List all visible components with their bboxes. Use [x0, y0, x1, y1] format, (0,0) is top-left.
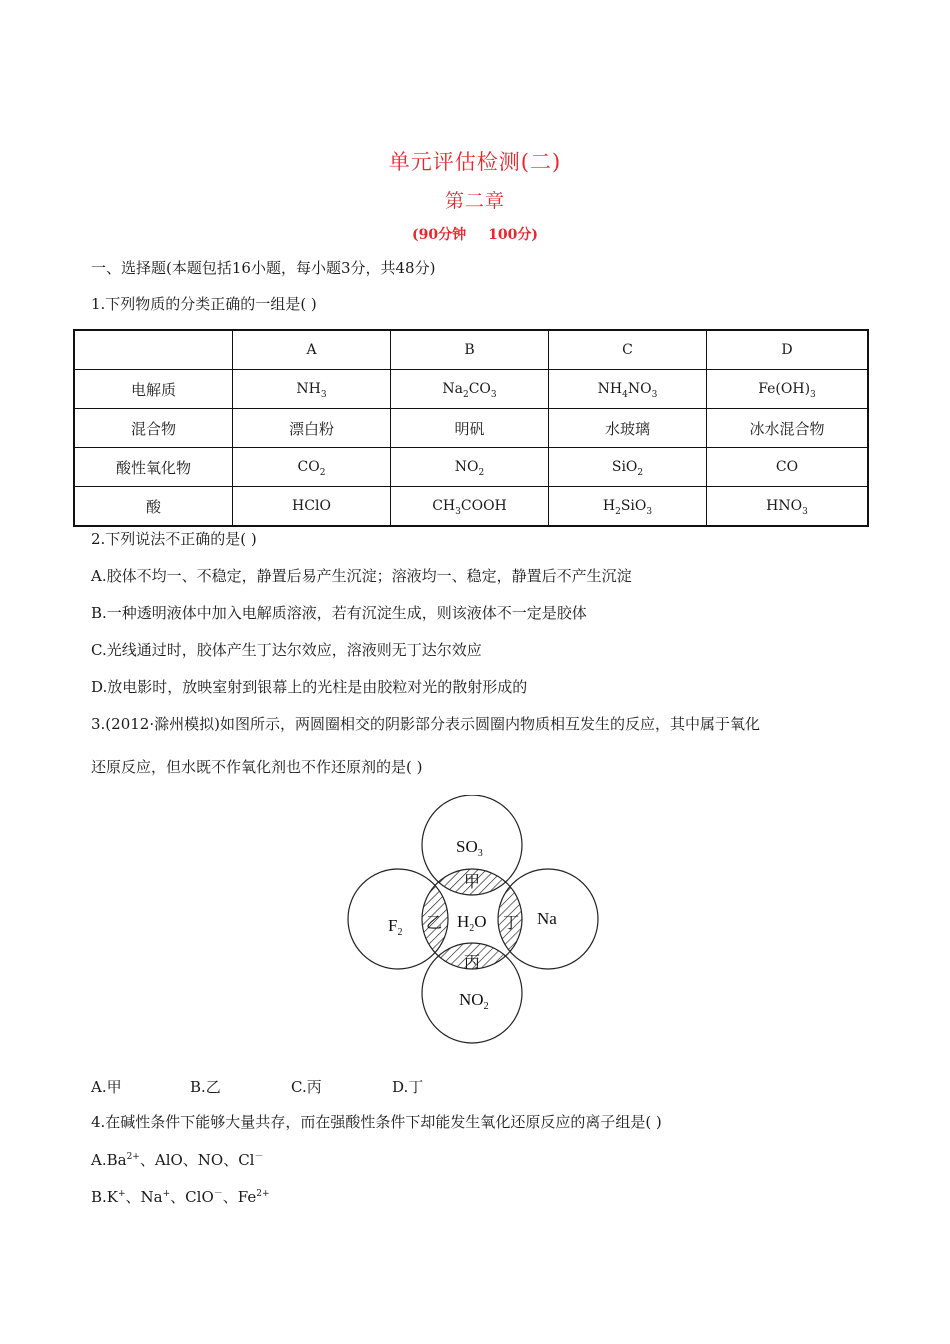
table-cell: $H_2SiO_3$ [549, 487, 707, 527]
table-cell: CO [707, 448, 869, 487]
col-header-b: B [391, 330, 549, 370]
table-corner-cell [74, 330, 233, 370]
table-cell: $NH_3$ [233, 370, 391, 409]
row-label-acid: 酸 [74, 487, 233, 527]
table-row [74, 487, 868, 527]
label-na: Na [537, 909, 557, 928]
row-label-mixture: 混合物 [74, 409, 233, 448]
table-row [74, 370, 868, 409]
row-label-electrolyte: 电解质 [74, 370, 233, 409]
table-header-row [74, 330, 868, 370]
exam-score: 100分) [488, 227, 538, 243]
page-title: 单元评估检测(二) [388, 150, 562, 174]
label-ding: 丁 [503, 913, 520, 932]
table-cell: $HNO_3$ [707, 487, 869, 527]
section-heading: 一、选择题(本题包括16小题，每小题3分，共48分) [91, 259, 436, 277]
q3-option-d: D.丁 [392, 1078, 424, 1096]
table-cell: HClO [233, 487, 391, 527]
table-row [74, 448, 868, 487]
table-cell: 明矾 [391, 409, 549, 448]
exam-info [0, 224, 950, 244]
venn-diagram [340, 795, 610, 1055]
label-so3: $SO_3$ [456, 837, 483, 859]
q4-option-a: $A.Ba^{2+}$、AlO、NO、Cl－ [91, 1151, 264, 1169]
table-cell: $NO_2$ [391, 448, 549, 487]
question-3-stem-line2: 还原反应，但水既不作氧化剂也不作还原剂的是( ) [91, 758, 423, 776]
exam-time: (90分钟 [412, 227, 467, 243]
table-cell: 水玻璃 [549, 409, 707, 448]
col-header-c: C [549, 330, 707, 370]
table-cell: $Na_2CO_3$ [391, 370, 549, 409]
chapter-title: 第二章 [444, 190, 505, 212]
label-bing: 丙 [464, 952, 481, 971]
question-1-stem: 1.下列物质的分类正确的一组是( ) [91, 295, 317, 313]
table-cell: 冰水混合物 [707, 409, 869, 448]
row-label-acidic-oxide: 酸性氧化物 [74, 448, 233, 487]
label-f2: $F_2$ [388, 916, 403, 938]
col-header-d: D [707, 330, 869, 370]
q3-option-b: B.乙 [190, 1078, 221, 1096]
q3-option-c: C.丙 [291, 1078, 322, 1096]
table-cell: $CO_2$ [233, 448, 391, 487]
q3-option-a: A.甲 [91, 1078, 122, 1096]
table-cell: SiO$_2$ [549, 448, 707, 487]
label-yi: 乙 [426, 913, 443, 932]
label-h2o: $H_2O$ [457, 912, 487, 934]
q4-option-b: B.K+、Na+、ClO－、$Fe^{2+}$ [91, 1188, 270, 1206]
table-row [74, 409, 868, 448]
q2-option-d: D.放电影时，放映室射到银幕上的光柱是由胶粒对光的散射形成的 [91, 678, 528, 696]
label-no2: $NO_2$ [459, 990, 489, 1012]
q2-option-b: B.一种透明液体中加入电解质溶液，若有沉淀生成，则该液体不一定是胶体 [91, 604, 587, 622]
question-3-stem-line1: 3.(2012·滁州模拟)如图所示，两圆圈相交的阴影部分表示圆圈内物质相互发生的反应，其中属于氧化 [91, 715, 760, 733]
question-4-stem: 4.在碱性条件下能够大量共存，而在强酸性条件下却能发生氧化还原反应的离子组是( ) [91, 1113, 662, 1131]
table-cell: $Fe(OH)_3$ [707, 370, 869, 409]
table-cell: $NH_4NO_3$ [549, 370, 707, 409]
q2-option-a: A.胶体不均一、不稳定，静置后易产生沉淀；溶液均一、稳定，静置后不产生沉淀 [91, 567, 632, 585]
question-2-stem: 2.下列说法不正确的是( ) [91, 530, 257, 548]
table-cell: $CH_3COOH$ [391, 487, 549, 527]
col-header-a: A [233, 330, 391, 370]
label-jia: 甲 [464, 872, 481, 891]
q2-option-c: C.光线通过时，胶体产生丁达尔效应，溶液则无丁达尔效应 [91, 641, 482, 659]
table-cell: 漂白粉 [233, 409, 391, 448]
classification-table [73, 329, 869, 527]
